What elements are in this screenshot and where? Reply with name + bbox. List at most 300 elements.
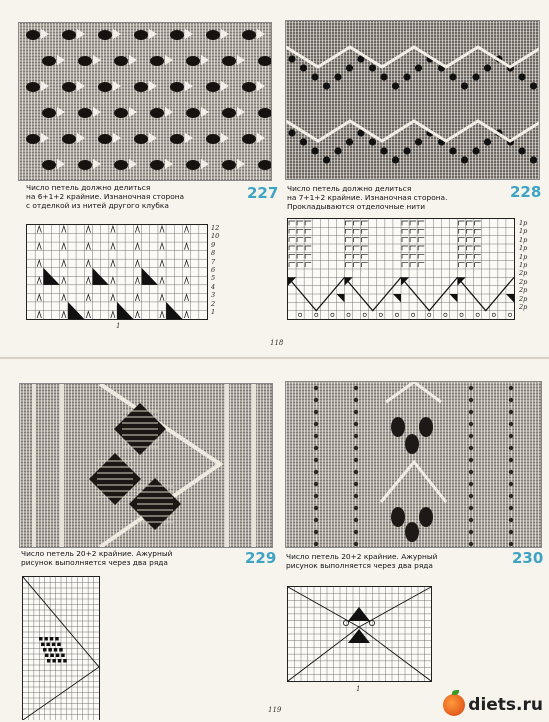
chart-symbol (160, 277, 164, 284)
chart-symbol (315, 313, 318, 316)
eyelet-hole (469, 398, 473, 402)
eyelet-hole (314, 398, 318, 402)
raised-stitch (41, 81, 49, 91)
eyelet-hole (42, 108, 56, 118)
chart-symbol (458, 277, 466, 285)
eyelet-hole (369, 138, 376, 145)
chart-symbol (37, 311, 41, 318)
chart-symbol (47, 659, 51, 663)
row-label: 5 (211, 274, 216, 283)
eyelet-hole (392, 82, 399, 89)
eyelet-hole (300, 64, 307, 71)
eyelet-hole (314, 386, 318, 390)
chart-symbol (39, 637, 43, 641)
eyelet-hole (334, 147, 341, 154)
page-number-top: 118 (270, 339, 284, 347)
chart-symbol (354, 238, 360, 242)
eyelet-hole (222, 56, 236, 66)
chart-symbol (160, 311, 164, 318)
chart-symbol (41, 643, 45, 647)
eyelet-hole (415, 64, 422, 71)
chart-symbol (297, 254, 303, 258)
eyelet-hole (26, 82, 40, 92)
caption-line: Число петель 20+2 крайние. Ажурный (286, 552, 438, 561)
eyelet-hole (509, 410, 513, 414)
eyelet-hole (369, 64, 376, 71)
raised-stitch (149, 29, 157, 39)
chart-symbol (305, 221, 311, 225)
eyelet-hole (62, 30, 76, 40)
chart-symbol (460, 313, 463, 316)
raised-stitch (57, 107, 65, 117)
chart-symbol (459, 246, 465, 250)
eyelet-hole (42, 56, 56, 66)
chart-symbol (402, 254, 408, 258)
raised-stitch (77, 133, 85, 143)
eyelet-hole (150, 160, 164, 170)
chart-227 (26, 224, 208, 320)
raised-stitch (57, 159, 65, 169)
raised-stitch (93, 107, 101, 117)
swatch-229-photo (19, 383, 273, 548)
chart-symbol (86, 226, 90, 233)
eyelet-hole (354, 386, 358, 390)
eyelet-hole (469, 386, 473, 390)
cable-column (32, 384, 36, 547)
eyelet-hole (469, 422, 473, 426)
row-label: 8 (211, 249, 216, 258)
chart-symbol (475, 254, 481, 258)
raised-stitch (221, 81, 229, 91)
eyelet-hole (170, 82, 184, 92)
chart-symbol (37, 294, 41, 301)
row-label: 12 (211, 224, 220, 232)
chart-symbol (347, 313, 350, 316)
chart-symbol (54, 648, 58, 652)
chart-symbol (410, 238, 416, 242)
eyelet-hole (509, 482, 513, 486)
chart-229 (22, 576, 100, 720)
arch-ridge (381, 462, 446, 502)
chart-symbol (467, 229, 473, 233)
eyelet-hole (415, 138, 422, 145)
row-label: 10 (211, 232, 220, 241)
chart-symbol (44, 637, 48, 641)
eyelet-hole (518, 147, 525, 154)
chart-symbol (379, 313, 382, 316)
chart-symbol (86, 277, 90, 284)
eyelet-hole (354, 470, 358, 474)
chart-symbol (37, 260, 41, 267)
eyelet-hole (242, 82, 256, 92)
eyelet-hole (258, 160, 271, 170)
raised-stitch (185, 29, 193, 39)
swatch-228-photo (285, 20, 540, 180)
raised-stitch (221, 133, 229, 143)
swatch-227-holes (19, 23, 271, 180)
eyelet-hole (258, 108, 271, 118)
raised-stitch (113, 133, 121, 143)
raised-stitch (129, 55, 137, 65)
chart-symbol (50, 637, 54, 641)
eyelet-hole (509, 422, 513, 426)
eyelet-hole (78, 108, 92, 118)
chart-symbol (459, 263, 465, 267)
chart-symbol (297, 238, 303, 242)
chart-symbol (184, 277, 188, 284)
chart-symbol (184, 260, 188, 267)
raised-stitch (201, 55, 209, 65)
swatch-228-zigzag (286, 21, 539, 179)
eyelet-hole (300, 138, 307, 145)
row-label: 1p (519, 260, 528, 269)
eyelet-hole (403, 73, 410, 80)
chart-symbol (467, 221, 473, 225)
raised-stitch (257, 29, 265, 39)
eyelet-hole (114, 160, 128, 170)
chart-symbol (412, 313, 415, 316)
eyelet-hole (354, 518, 358, 522)
chart-symbol (459, 254, 465, 258)
eyelet-hole (98, 30, 112, 40)
chart-symbol (354, 254, 360, 258)
chart-symbol (410, 229, 416, 233)
row-label: 2p (519, 269, 528, 278)
chart-230 (287, 586, 432, 682)
eyelet-hole (509, 470, 513, 474)
chart-symbol (475, 263, 481, 267)
eyelet-hole (170, 30, 184, 40)
apple-icon (443, 694, 465, 716)
eyelet-hole (206, 134, 220, 144)
chart-symbol (135, 277, 139, 284)
pattern-228-number: 228 (510, 183, 542, 201)
chart-symbol (305, 254, 311, 258)
raised-stitch (185, 81, 193, 91)
raised-stitch (201, 159, 209, 169)
eyelet-hole (314, 494, 318, 498)
pattern-228-caption (287, 184, 447, 211)
eyelet-hole (403, 147, 410, 154)
chart-symbol (467, 263, 473, 267)
eyelet-hole (288, 55, 295, 62)
chart-symbol (363, 313, 366, 316)
raised-stitch (257, 81, 265, 91)
pattern-227-caption (26, 183, 184, 210)
swatch-227-photo (18, 22, 272, 181)
chart-symbol (418, 238, 424, 242)
page-number-bottom: 119 (268, 706, 282, 714)
caption-line: Число петель должно делиться (26, 183, 151, 192)
pattern-230-number: 230 (512, 549, 544, 567)
eyelet-hole (134, 134, 148, 144)
eyelet-hole (354, 482, 358, 486)
chart-symbol (289, 263, 295, 267)
chart-symbol (86, 243, 90, 250)
chart-symbol (62, 311, 66, 318)
chart-symbol (86, 260, 90, 267)
chart-symbol (57, 643, 61, 647)
eyelet-hole (354, 458, 358, 462)
chart-symbol (346, 263, 352, 267)
eyelet-hole (222, 108, 236, 118)
eyelet-hole (509, 458, 513, 462)
chart-symbol (393, 294, 401, 302)
chart-symbol (111, 294, 115, 301)
eyelet-hole (62, 134, 76, 144)
eyelet-hole (323, 82, 330, 89)
caption-line: Число петель 20+2 крайние. Ажурный (21, 549, 173, 558)
eyelet-hole (354, 434, 358, 438)
raised-stitch (129, 107, 137, 117)
chart-symbol (37, 277, 41, 284)
chart-symbol (37, 226, 41, 233)
chart-symbol (305, 263, 311, 267)
chart-symbol (288, 277, 296, 285)
eyelet-hole (354, 446, 358, 450)
eyelet-hole (314, 506, 318, 510)
chart-symbol (160, 294, 164, 301)
caption-line: на 6+1+2 крайние. Изнаночная сторона (26, 192, 185, 201)
chart-symbol (346, 246, 352, 250)
chart-symbol (135, 294, 139, 301)
eyelet-hole (472, 73, 479, 80)
pattern-227-number: 227 (247, 184, 279, 202)
raised-stitch (149, 81, 157, 91)
caption-line: с отделкой из нитей другого клубка (26, 201, 169, 210)
chart-symbol (62, 294, 66, 301)
raised-stitch (165, 55, 173, 65)
row-label: 1p (519, 244, 528, 253)
chart-symbol (59, 648, 63, 652)
leaf-hole (405, 434, 419, 454)
eyelet-hole (186, 108, 200, 118)
watermark-text: diets.ru (468, 695, 543, 715)
raised-stitch (113, 81, 121, 91)
pattern-229-caption (21, 549, 172, 567)
eyelet-hole (334, 73, 341, 80)
eyelet-hole (134, 30, 148, 40)
eyelet-hole (469, 410, 473, 414)
swatch-230-leaves (286, 382, 541, 547)
chart-symbol (111, 277, 115, 284)
eyelet-hole (461, 82, 468, 89)
chart-symbol (401, 277, 409, 285)
chart-symbol (55, 637, 59, 641)
leaf-hole (419, 507, 433, 527)
eyelet-hole (509, 542, 513, 546)
arch-ridge (386, 382, 441, 402)
eyelet-hole (509, 518, 513, 522)
chart-symbol (467, 254, 473, 258)
chart-symbol (467, 238, 473, 242)
eyelet-hole (530, 82, 537, 89)
chart-symbol (297, 221, 303, 225)
chart-symbol (395, 313, 398, 316)
chart-symbol (506, 294, 514, 302)
row-label: 4 (211, 282, 216, 291)
chart-symbol (410, 254, 416, 258)
chart-symbol (331, 313, 334, 316)
chart-symbol (410, 263, 416, 267)
eyelet-hole (509, 398, 513, 402)
chart-symbol (184, 311, 188, 318)
raised-stitch (165, 159, 173, 169)
chart-symbol (184, 226, 188, 233)
chart-symbol (475, 238, 481, 242)
chart-227-bottom-label: 1 (116, 322, 121, 330)
eyelet-hole (314, 470, 318, 474)
cable-column (60, 384, 64, 547)
chart-symbol (475, 229, 481, 233)
eyelet-hole (98, 82, 112, 92)
row-label: 1p (519, 219, 528, 227)
chart-symbol (354, 263, 360, 267)
chart-symbol (418, 221, 424, 225)
chart-symbol (50, 654, 54, 658)
chart-symbol (348, 629, 370, 643)
eyelet-hole (206, 30, 220, 40)
eyelet-hole (314, 422, 318, 426)
eyelet-hole (380, 73, 387, 80)
eyelet-hole (469, 542, 473, 546)
eyelet-hole (518, 73, 525, 80)
eyelet-hole (258, 56, 271, 66)
caption-line: рисунок выполняется через два ряда (21, 558, 168, 567)
chart-symbol (160, 260, 164, 267)
chart-symbol (111, 226, 115, 233)
eyelet-hole (354, 398, 358, 402)
raised-stitch (129, 159, 137, 169)
row-label: 2p (519, 286, 528, 295)
eyelet-hole (354, 494, 358, 498)
eyelet-hole (449, 147, 456, 154)
chart-symbol (402, 221, 408, 225)
eyelet-hole (150, 108, 164, 118)
eyelet-hole (222, 160, 236, 170)
eyelet-hole (314, 518, 318, 522)
eyelet-hole (469, 530, 473, 534)
eyelet-hole (469, 482, 473, 486)
page-119 (0, 357, 549, 722)
eyelet-hole (314, 458, 318, 462)
chart-symbol (56, 654, 60, 658)
chart-227-row-labels (211, 224, 219, 316)
chart-symbol (362, 263, 368, 267)
pattern-230-caption (286, 552, 437, 570)
eyelet-hole (509, 386, 513, 390)
eyelet-hole (186, 56, 200, 66)
chart-symbol (418, 263, 424, 267)
eyelet-hole (314, 542, 318, 546)
raised-stitch (165, 107, 173, 117)
chart-symbol (402, 263, 408, 267)
eyelet-hole (469, 446, 473, 450)
page-118 (0, 0, 549, 355)
chart-symbol (345, 277, 353, 285)
chart-symbol (428, 313, 431, 316)
eyelet-hole (469, 470, 473, 474)
row-label: 7 (211, 257, 216, 266)
chart-symbol (305, 229, 311, 233)
raised-stitch (113, 29, 121, 39)
eyelet-hole (314, 434, 318, 438)
chart-symbol (62, 243, 66, 250)
chart-symbol (86, 294, 90, 301)
chart-symbol (135, 243, 139, 250)
chart-228-row-labels (519, 219, 527, 311)
eyelet-hole (323, 156, 330, 163)
swatch-230-photo (285, 381, 542, 548)
eyelet-hole (114, 108, 128, 118)
eyelet-hole (461, 156, 468, 163)
chart-symbol (184, 294, 188, 301)
chart-symbol (362, 238, 368, 242)
chart-symbol (402, 238, 408, 242)
chart-symbol (297, 263, 303, 267)
eyelet-hole (346, 138, 353, 145)
site-watermark (443, 694, 543, 716)
chart-symbol (346, 238, 352, 242)
raised-stitch (41, 29, 49, 39)
chart-symbol (467, 246, 473, 250)
eyelet-hole (509, 446, 513, 450)
caption-line: рисунок выполняется через два ряда (286, 561, 433, 570)
chart-symbol (476, 313, 479, 316)
chart-symbol (160, 243, 164, 250)
eyelet-hole (314, 482, 318, 486)
eyelet-hole (469, 434, 473, 438)
chart-symbol (362, 246, 368, 250)
chart-symbol (297, 246, 303, 250)
chart-symbol (299, 313, 302, 316)
raised-stitch (237, 55, 245, 65)
pattern-229-number: 229 (245, 549, 277, 567)
chart-symbol (369, 620, 374, 625)
eyelet-hole (354, 542, 358, 546)
chart-symbol (43, 648, 47, 652)
chart-symbol (475, 221, 481, 225)
eyelet-hole (98, 134, 112, 144)
chart-symbol (62, 260, 66, 267)
eyelet-hole (509, 506, 513, 510)
chart-symbol (336, 294, 344, 302)
chart-symbol (346, 254, 352, 258)
chart-symbol (289, 254, 295, 258)
eyelet-hole (26, 30, 40, 40)
raised-stitch (201, 107, 209, 117)
chart-symbol (61, 654, 64, 658)
chart-symbol (184, 243, 188, 250)
chart-symbol (289, 246, 295, 250)
chart-symbol (459, 221, 465, 225)
eyelet-hole (314, 530, 318, 534)
raised-stitch (257, 133, 265, 143)
caption-line: Число петель должно делиться (287, 184, 412, 193)
caption-line: на 7+1+2 крайние. Изнаночная сторона. (287, 193, 448, 202)
row-label: 6 (211, 265, 216, 274)
chart-symbol (305, 238, 311, 242)
chart-symbol (346, 221, 352, 225)
chart-symbol (297, 229, 303, 233)
eyelet-hole (314, 410, 318, 414)
chart-228 (287, 218, 515, 320)
chart-symbol (362, 229, 368, 233)
raised-stitch (237, 107, 245, 117)
caption-line: Прокладываются отделочные нити (287, 202, 426, 211)
eyelet-hole (114, 56, 128, 66)
eyelet-hole (354, 506, 358, 510)
